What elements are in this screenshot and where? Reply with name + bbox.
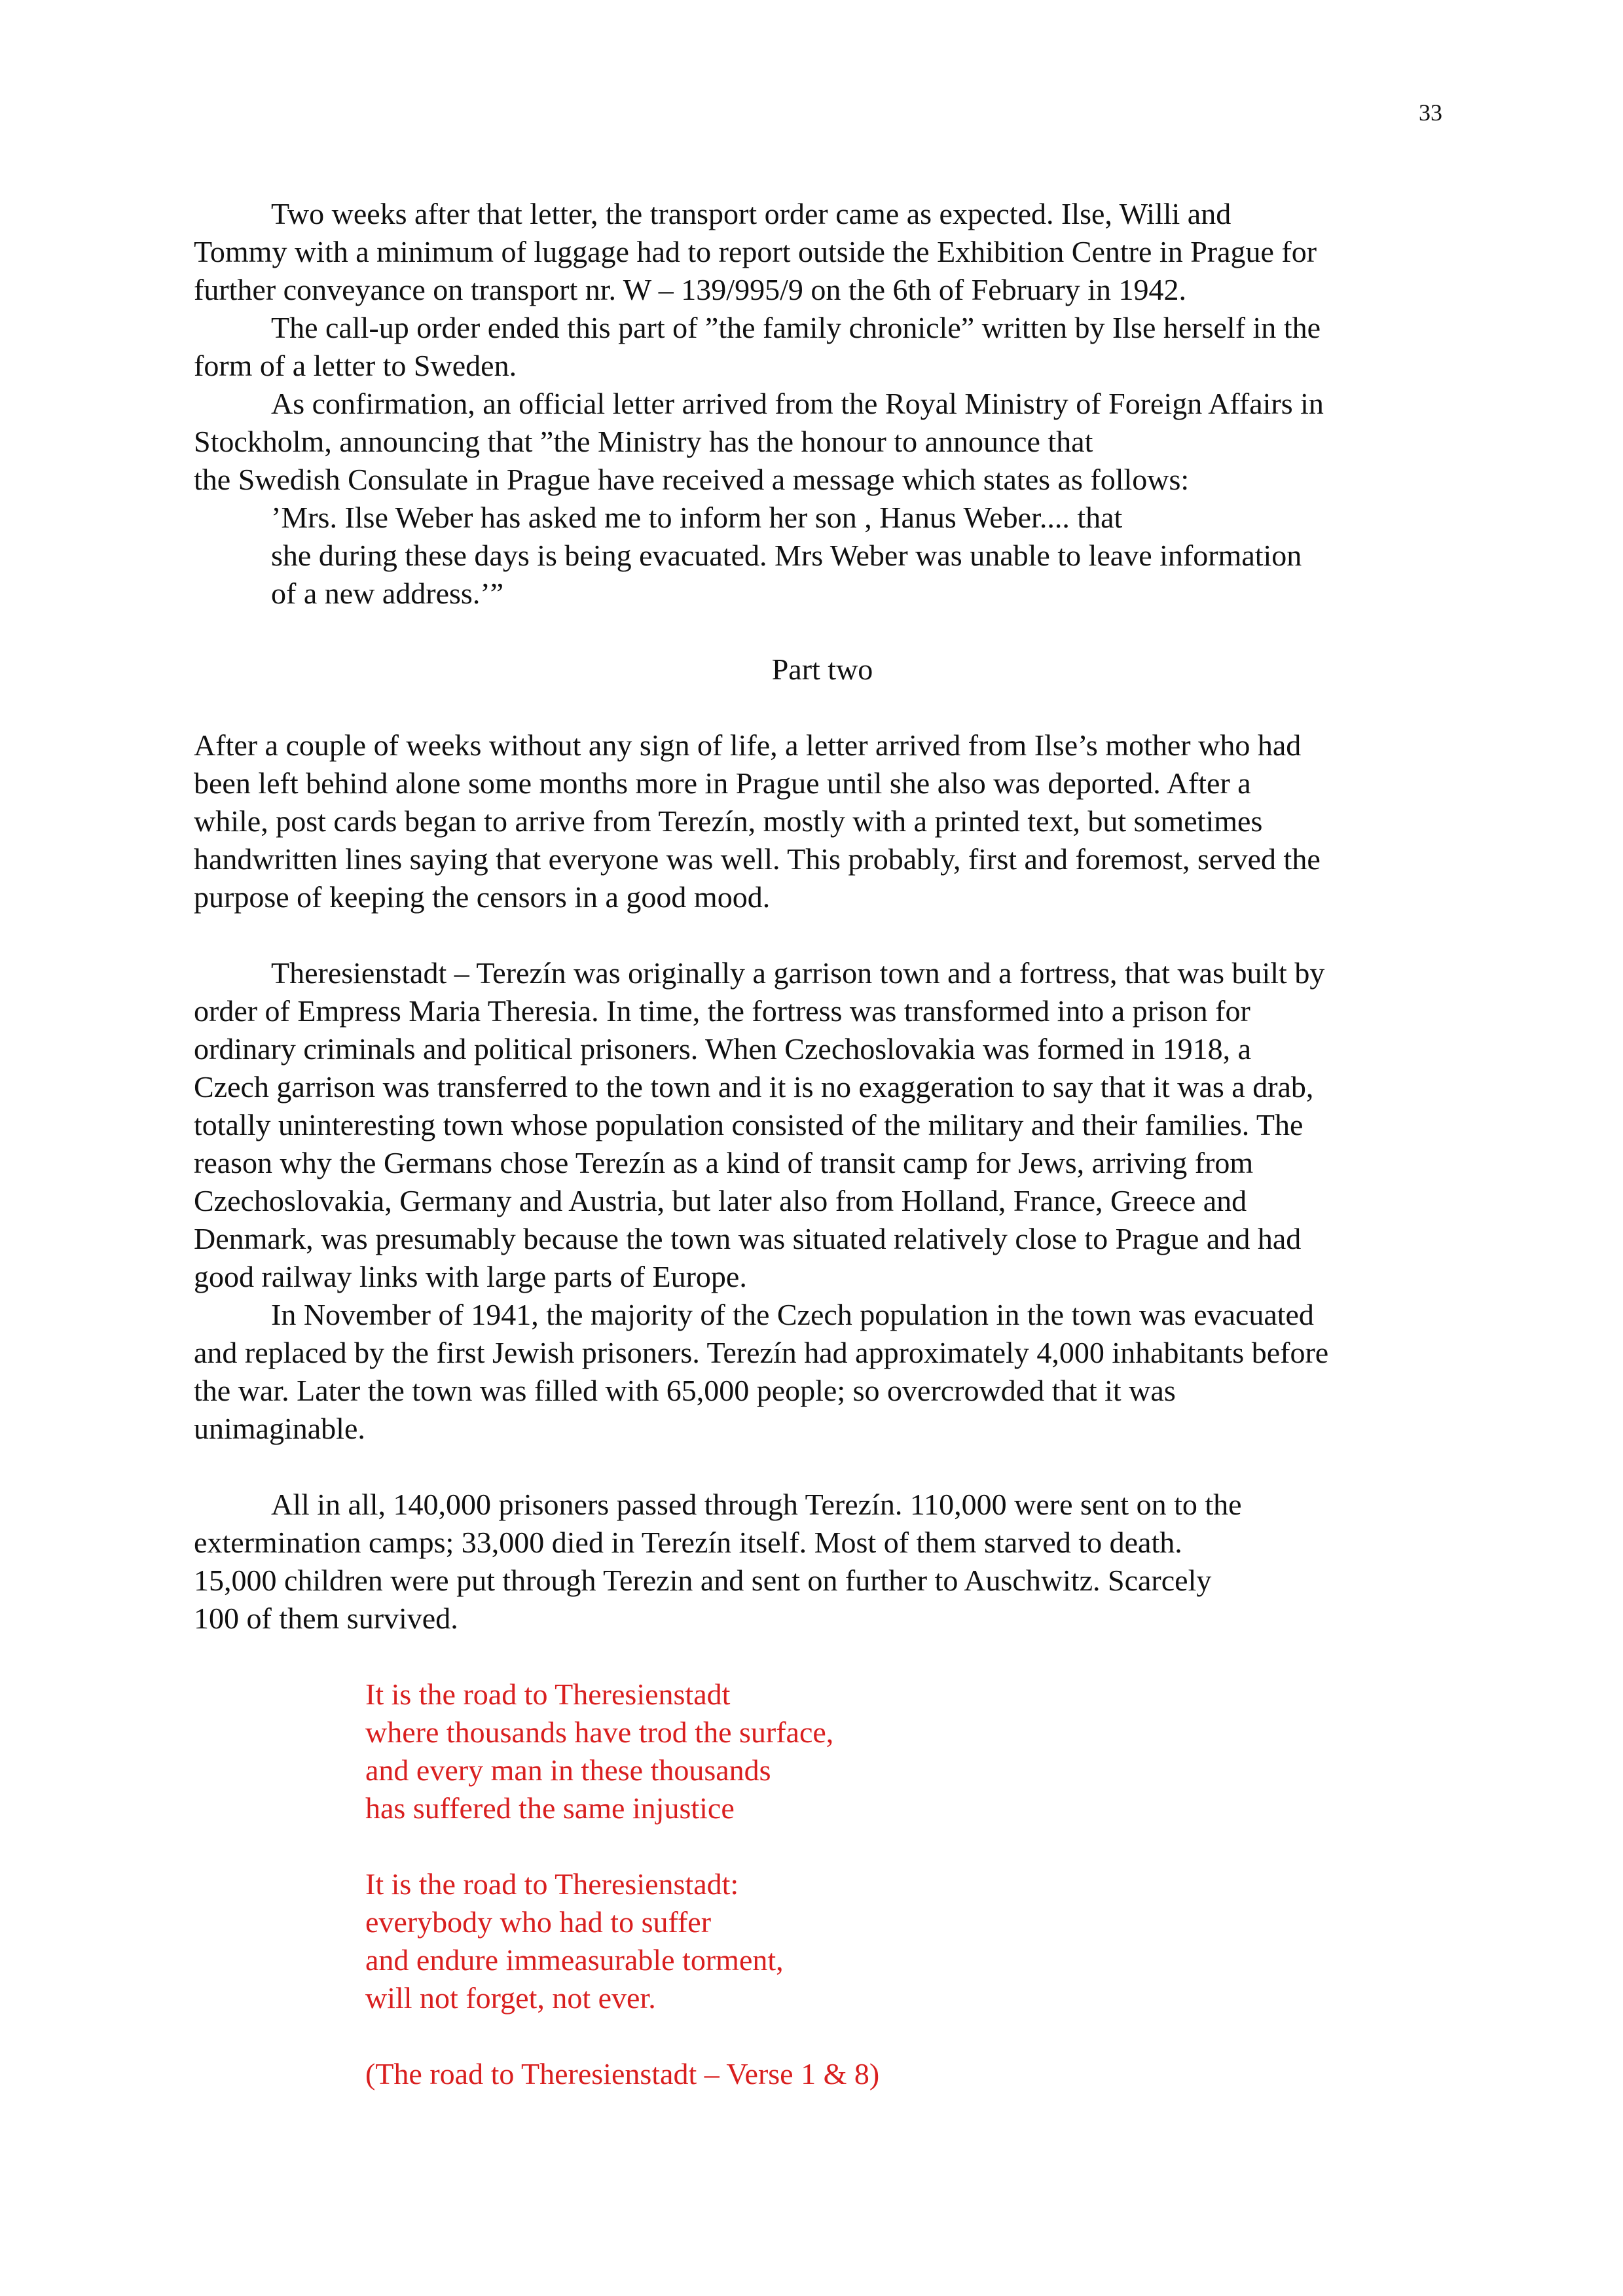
text-line: while, post cards began to arrive from Terezín, mostly with a printed text, but sometimes — [194, 804, 1263, 838]
document-body — [194, 195, 1451, 2093]
text-line: Stockholm, announcing that ”the Ministry has the honour to announce that — [194, 425, 1093, 458]
section-heading: Part two — [771, 653, 873, 686]
poem-line: and every man in these thousands — [365, 1753, 771, 1787]
poem-stanza — [365, 1676, 1451, 1827]
poem-line: will not forget, not ever. — [365, 1981, 656, 2015]
text-line: extermination camps; 33,000 died in Terezín itself. Most of them starved to death. — [194, 1526, 1182, 1559]
text-line: In November of 1941, the majority of the Czech population in the town was evacuated — [271, 1298, 1314, 1331]
text-line: purpose of keeping the censors in a good mood. — [194, 880, 771, 914]
text-line: the war. Later the town was filled with 65,000 people; so overcrowded that it was — [194, 1374, 1176, 1407]
spacer — [194, 1638, 1451, 1676]
paragraph-post-cards — [194, 726, 1451, 916]
text-line: form of a letter to Sweden. — [194, 349, 517, 382]
text-line: Tommy with a minimum of luggage had to report outside the Exhibition Centre in Prague for — [194, 235, 1317, 268]
poem-line: It is the road to Theresienstadt: — [365, 1867, 739, 1901]
text-line: ordinary criminals and political prisoners. When Czechoslovakia was formed in 1918, a — [194, 1032, 1252, 1066]
paragraph-call-up-order — [194, 309, 1451, 385]
text-line: As confirmation, an official letter arrived from the Royal Ministry of Foreign Affairs in — [271, 387, 1324, 420]
text-line: All in all, 140,000 prisoners passed through Terezín. 110,000 were sent on to the — [271, 1488, 1242, 1521]
text-line: totally uninteresting town whose population consisted of the military and their families. The — [194, 1108, 1304, 1141]
text-line: 100 of them survived. — [194, 1602, 458, 1635]
text-line: Theresienstadt – Terezín was originally a garrison town and a fortress, that was built by — [271, 956, 1325, 990]
text-line: further conveyance on transport nr. W – 139/995/9 on the 6th of February in 1942. — [194, 273, 1186, 306]
text-line: Czech garrison was transferred to the town and it is no exaggeration to say that it was a drab, — [194, 1070, 1314, 1103]
quote-line: of a new address.’” — [271, 577, 504, 610]
paragraph-terezin-history — [194, 954, 1451, 1296]
text-line: and replaced by the first Jewish prisoners. Terezín had approximately 4,000 inhabitants before — [194, 1336, 1329, 1369]
text-line: unimaginable. — [194, 1412, 365, 1445]
poem-line: It is the road to Theresienstadt — [365, 1677, 731, 1711]
text-line: reason why the Germans chose Terezín as a kind of transit camp for Jews, arriving from — [194, 1146, 1254, 1179]
quote-line: she during these days is being evacuated. Mrs Weber was unable to leave information — [271, 539, 1302, 572]
spacer — [194, 613, 1451, 651]
text-line: Denmark, was presumably because the town was situated relatively close to Prague and had — [194, 1222, 1302, 1255]
text-line: been left behind alone some months more in Prague until she also was deported. After a — [194, 766, 1251, 800]
spacer — [194, 689, 1451, 726]
text-line: After a couple of weeks without any sign of life, a letter arrived from Ilse’s mother who had — [194, 728, 1302, 762]
spacer — [194, 1448, 1451, 1486]
text-line: Two weeks after that letter, the transport order came as expected. Ilse, Willi and — [271, 197, 1231, 230]
spacer — [365, 1827, 1451, 1865]
poem-line: has suffered the same injustice — [365, 1791, 735, 1825]
poem — [365, 1676, 1451, 2093]
text-line: the Swedish Consulate in Prague have received a message which states as follows: — [194, 463, 1190, 496]
poem-line: and endure immeasurable torment, — [365, 1943, 784, 1977]
text-line: Czechoslovakia, Germany and Austria, but later also from Holland, France, Greece and — [194, 1184, 1247, 1217]
paragraph-transport-order — [194, 195, 1451, 309]
paragraph-evacuation — [194, 1296, 1451, 1448]
page-number: 33 — [1419, 99, 1442, 126]
text-line: The call-up order ended this part of ”the family chronicle” written by Ilse herself in the — [271, 311, 1321, 344]
text-line: 15,000 children were put through Terezin and sent on further to Auschwitz. Scarcely — [194, 1564, 1212, 1597]
poem-line: where thousands have trod the surface, — [365, 1715, 834, 1749]
paragraph-prisoner-statistics — [194, 1486, 1451, 1638]
poem-stanza — [365, 1865, 1451, 2017]
block-quote-message — [194, 499, 1451, 613]
paragraph-confirmation — [194, 385, 1451, 499]
quote-line: ’Mrs. Ilse Weber has asked me to inform her son , Hanus Weber.... that — [271, 501, 1123, 534]
poem-line: everybody who had to suffer — [365, 1905, 712, 1939]
spacer — [194, 916, 1451, 954]
spacer — [365, 2017, 1451, 2055]
text-line: order of Empress Maria Theresia. In time, the fortress was transformed into a prison for — [194, 994, 1250, 1028]
poem-citation: (The road to Theresienstadt – Verse 1 & 8) — [365, 2057, 880, 2090]
text-line: good railway links with large parts of Europe. — [194, 1260, 747, 1293]
text-line: handwritten lines saying that everyone was well. This probably, first and foremost, served the — [194, 842, 1321, 876]
